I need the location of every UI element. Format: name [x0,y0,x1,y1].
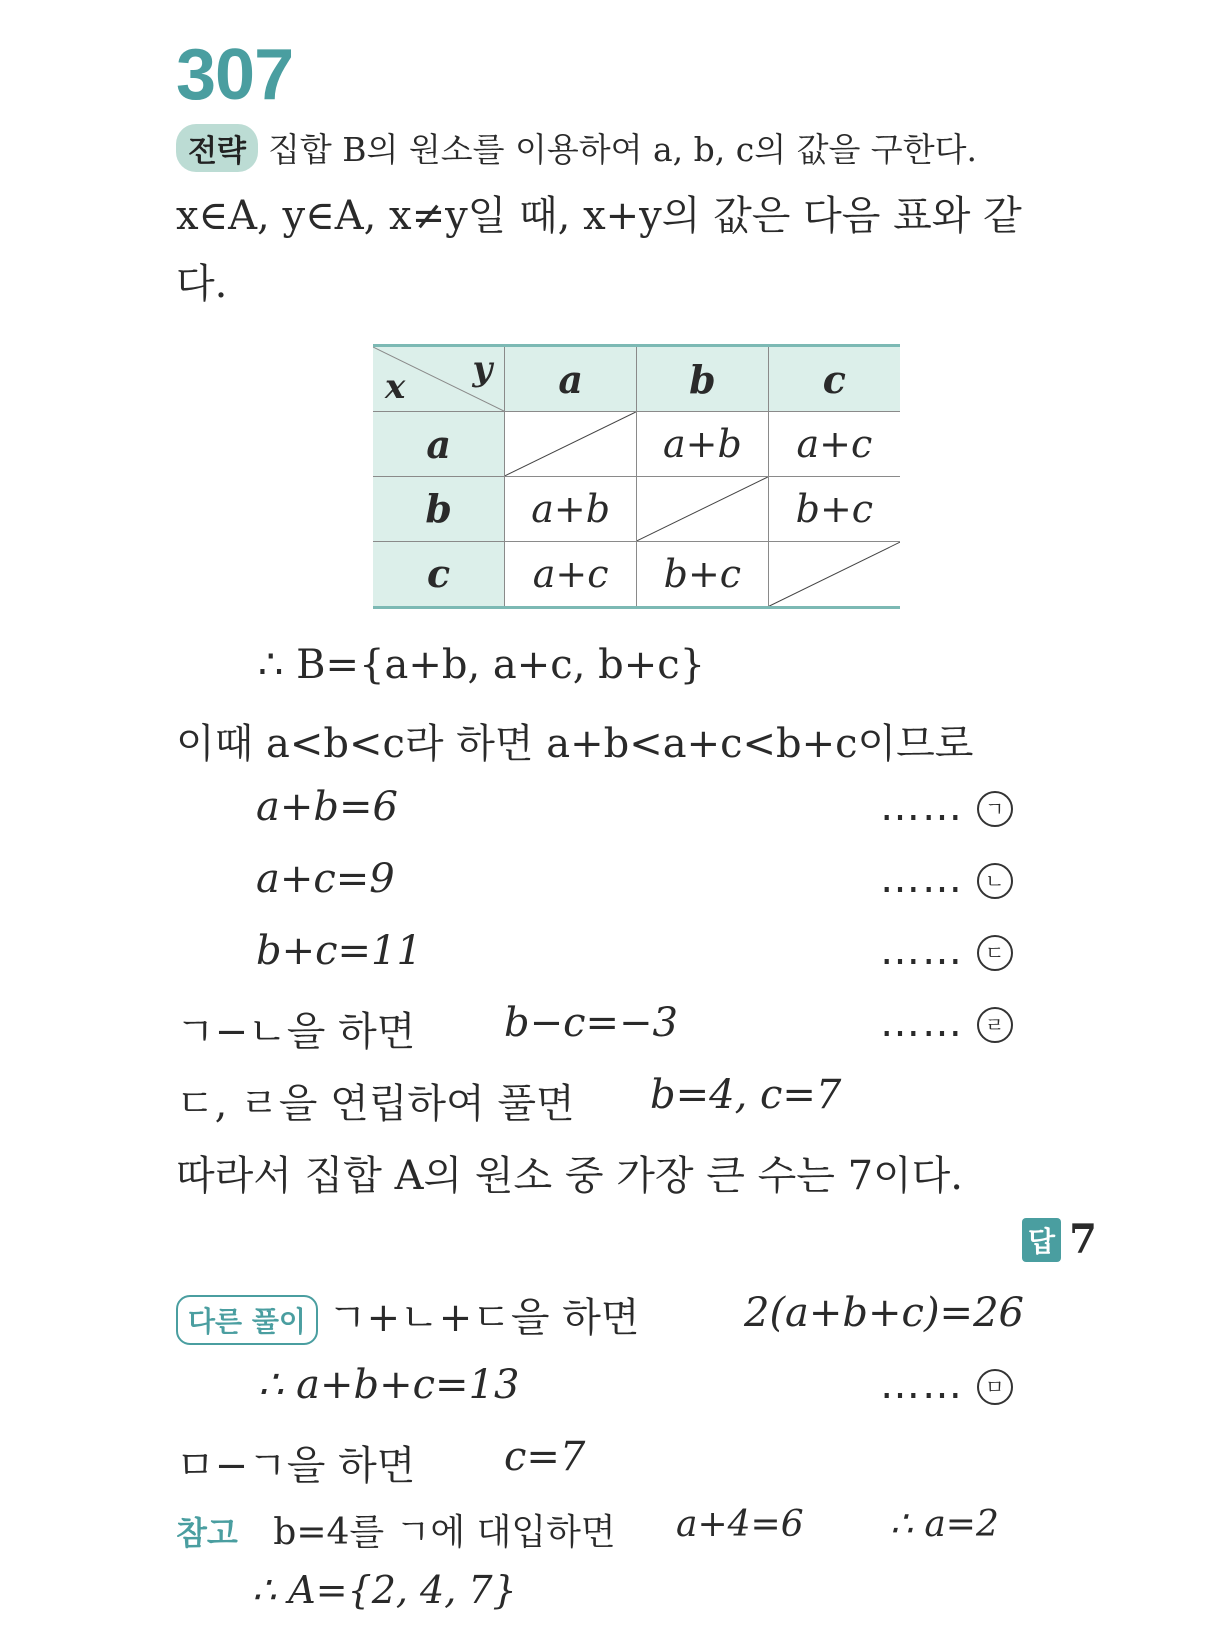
alt-step-text: ㄱ+ㄴ+ㄷ을 하면 [327,1295,640,1341]
dots: …… [880,928,964,974]
dots: …… [880,784,964,830]
alt-equation-2-ref [880,1362,1013,1408]
table-cell-empty [505,412,637,477]
corner-y-label: y [472,349,493,389]
note-line [176,1504,616,1555]
alt-equation-2: ∴ a+b+c=13 [258,1362,520,1408]
therefore-B: ∴ B={a+b, a+c, b+c} [258,642,706,688]
row-header: c [373,541,505,607]
circled-mark: ㄷ [977,935,1013,971]
alt-equation-1: 2(a+b+c)=26 [744,1290,1024,1336]
table-cell-empty [637,476,769,541]
answer-value: 7 [1069,1216,1097,1263]
note-equation: a+4=6 [676,1504,804,1545]
col-header: c [768,346,900,412]
answer-badge: 답 [1022,1218,1061,1262]
order-line: 이때 a<b<c라 하면 a+b<a+c<b+c이므로 [176,721,974,767]
col-header: b [637,346,769,412]
problem-number: 307 [176,35,294,115]
circled-mark: ㄹ [977,1007,1013,1043]
equation-2: a+c=9 [256,856,395,902]
circled-mark: ㅁ [977,1369,1013,1405]
table-cell-empty [768,541,900,607]
strategy-badge: 전략 [176,124,258,172]
circled-mark: ㄱ [977,791,1013,827]
answer [1022,1216,1097,1263]
dots: …… [880,856,964,902]
corner-x-label: x [385,367,406,408]
note-final-set: ∴ A={2, 4, 7} [252,1568,517,1612]
equation-1: a+b=6 [256,784,398,830]
alt-solution-line-1 [176,1286,640,1345]
step5-equation: b=4, c=7 [650,1072,842,1118]
equation-3: b+c=11 [256,928,422,974]
table-cell: a+b [505,476,637,541]
table-cell: a+b [637,412,769,477]
step4-text: ㄱ−ㄴ을 하면 [176,1009,416,1055]
table-cell: b+c [637,541,769,607]
note-label: 참고 [176,1514,238,1552]
intro-line-1: x∈A, y∈A, x≠y일 때, x+y의 값은 다음 표와 같 [176,193,1022,239]
equation-3-ref [880,928,1013,974]
step4-equation: b−c=−3 [504,1000,679,1046]
col-header: a [505,346,637,412]
alt-step-3-text: ㅁ−ㄱ을 하면 [176,1443,416,1489]
conclusion: 따라서 집합 A의 원소 중 가장 큰 수는 7이다. [176,1153,964,1199]
note-text: b=4를 ㄱ에 대입하면 [273,1512,616,1553]
strategy-text: 집합 B의 원소를 이용하여 a, b, c의 값을 구한다. [267,130,977,169]
equation-2-ref [880,856,1013,902]
table-cell: a+c [768,412,900,477]
note-result: ∴ a=2 [890,1504,999,1545]
step5-text: ㄷ, ㄹ을 연립하여 풀면 [176,1081,575,1127]
table-cell: b+c [768,476,900,541]
strategy-line [176,124,977,172]
dots: …… [880,1000,964,1046]
table-cell: a+c [505,541,637,607]
table-corner-cell [373,346,505,412]
row-header: b [373,476,505,541]
sum-table [373,344,900,609]
step4-ref [880,1000,1013,1046]
equation-1-ref [880,784,1013,830]
circled-mark: ㄴ [977,863,1013,899]
alt-solution-badge: 다른 풀이 [176,1295,318,1345]
alt-equation-3: c=7 [504,1434,586,1480]
row-header: a [373,412,505,477]
intro-line-2: 다. [176,261,228,307]
dots: …… [880,1362,964,1408]
